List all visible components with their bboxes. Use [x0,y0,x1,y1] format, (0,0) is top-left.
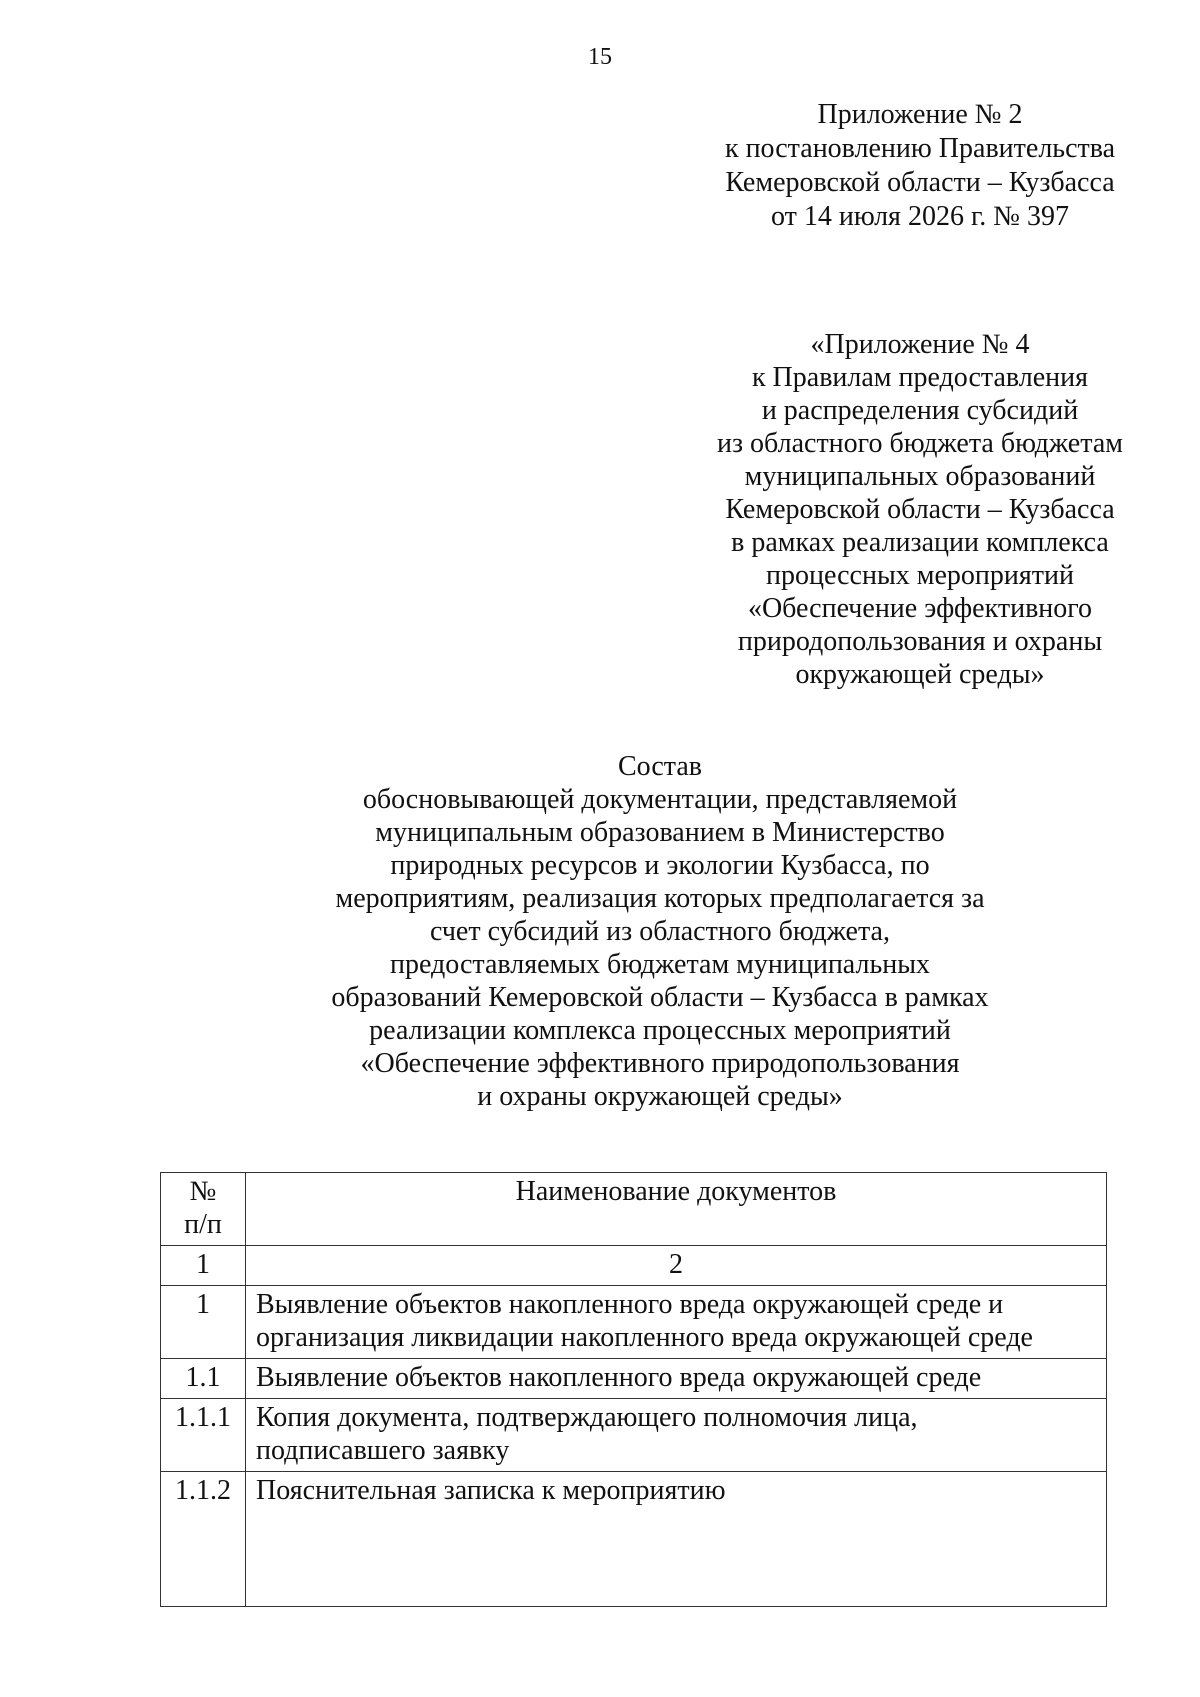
annex-quoted-line: «Приложение № 4 [810,329,1030,360]
column-number-cell: 2 [246,1246,1107,1286]
page-number: 15 [588,44,612,70]
row-number-cell: 1.1.2 [161,1472,246,1607]
row-number-cell: 1.1.1 [161,1399,246,1472]
title-line: муниципальным образованием в Министерство [375,817,945,848]
row-name-cell [246,1286,1107,1359]
table-header-row [161,1173,1107,1246]
title-line: Состав [617,751,703,782]
row-number-cell: 1 [161,1286,246,1359]
title-line: образований Кемеровской области – Кузбасса в рамках [331,982,989,1013]
table-row [161,1359,1107,1399]
row-name-cell [246,1399,1107,1472]
table-row [161,1399,1107,1472]
annex-line: Кемеровской области – Кузбасса [725,167,1115,198]
annex-quoted-line: и распределения субсидий [761,395,1079,426]
header-number-abbr: п/п [184,1209,222,1240]
title-line: мероприятиям, реализация которых предполагается за [335,883,985,914]
annex-quoted-line: в рамках реализации комплекса [731,527,1109,558]
title-line: «Обеспечение эффективного природопользования [360,1048,960,1079]
header-number-symbol: № [189,1176,217,1207]
row-name-line: организация ликвидации накопленного вреда окружающей среде [256,1322,1033,1353]
table-row [161,1286,1107,1359]
column-number-row [161,1246,1107,1286]
annex-quoted-line: из областного бюджета бюджетам [717,428,1123,459]
title-line: и охраны окружающей среды» [477,1081,843,1112]
annex-quoted-line: к Правилам предоставления [751,362,1089,393]
header-name-cell: Наименование документов [246,1173,1107,1246]
row-name-line: Выявление объектов накопленного вреда окружающей среде [256,1362,982,1393]
row-name-line: Пояснительная записка к мероприятию [256,1475,726,1506]
annex-header [700,98,1140,234]
row-name-line: Выявление объектов накопленного вреда окружающей среде и [256,1289,1004,1320]
row-name-cell [246,1359,1107,1399]
annex-line: Приложение № 2 [817,99,1023,130]
annex-quoted-line: процессных мероприятий [766,560,1074,591]
column-number-cell: 1 [161,1246,246,1286]
annex-line: к постановлению Правительства [724,133,1116,164]
row-name-line: Копия документа, подтверждающего полномочия лица, [256,1402,918,1433]
annex-line: от 14 июля 2026 г. № 397 [771,201,1069,232]
annex-quoted-line: «Обеспечение эффективного [747,593,1093,624]
row-name-line: подписавшего заявку [256,1435,510,1466]
title-line: обосновывающей документации, представляемой [362,784,958,815]
title-line: предоставляемых бюджетам муниципальных [389,949,931,980]
table-row [161,1472,1107,1607]
annex-quoted-line: природопользования и охраны [737,626,1103,657]
annex-quoted-line: окружающей среды» [795,659,1045,690]
documents-table [160,1172,1107,1607]
title-line: природных ресурсов и экологии Кузбасса, по [390,850,930,881]
header-number-cell [161,1173,246,1246]
row-number-cell: 1.1 [161,1359,246,1399]
annex-quoted-header [680,328,1160,691]
document-title [260,750,1060,1113]
title-line: счет субсидий из областного бюджета, [429,916,890,947]
title-line: реализации комплекса процессных мероприятий [369,1015,951,1046]
annex-quoted-line: Кемеровской области – Кузбасса [725,494,1115,525]
annex-quoted-line: муниципальных образований [744,461,1096,492]
row-name-cell [246,1472,1107,1607]
